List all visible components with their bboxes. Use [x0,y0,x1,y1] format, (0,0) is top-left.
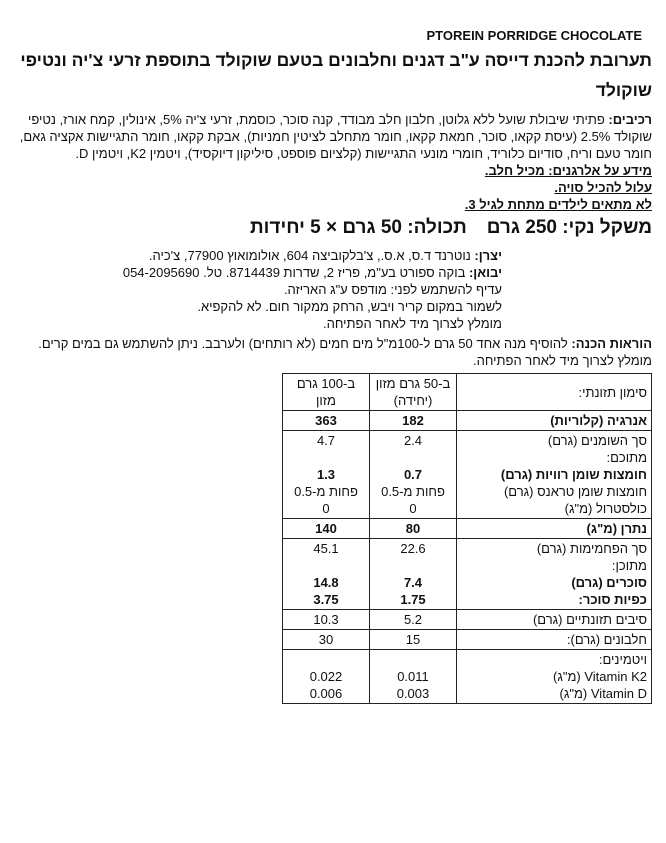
vitamin-d-label: Vitamin D (מ"ג) [559,686,647,701]
preparation-after: מומלץ לצרוך מיד לאחר הפתיחה. [473,353,652,368]
fat-100-values [283,431,370,519]
table-row [283,431,652,519]
fiber-unit: 5.2 [370,610,457,630]
vitamin-k2-label: Vitamin K2 (מ"ג) [553,669,647,684]
ingredients-text: פתיתי שיבולת שועל ללא גלוטן, חלבון חלב מבודד, קנה סוכר, כוסמת, זרעי צ'יה 5%, אינולין, קמח אורז, נטיפי שוקולד 2.5% (עיסת קקאו, סוכר, חמאת קקאו, חומר מתחלב לציטין חמניות), אבקת קקאו, חומר התגיישות אקציה גאם, חומר טעם וריח, סודיום כלוריד, חומרי מונעי התגיישות (קלציום פוספט, סיליקון דיוקסיד), ויטמין K2, ויטמין D. [19,112,652,161]
preparation-text: להוסיף מנה אחד 50 גרם ל-100מ"ל מים חמים (לא רותחים) ולערבב. ניתן להשתמש גם במים קרים. [38,336,572,351]
energy-label: אנרגיה (קלוריות) [457,411,652,431]
fat-sat-100: 1.3 [316,467,336,482]
energy-unit: 182 [370,411,457,431]
sugar-unit: 7.4 [403,575,423,590]
vitamins-100-values [283,650,370,704]
table-row [283,519,652,539]
nutrition-table [282,373,652,704]
fat-trans-unit: פחות מ-0.5 [381,484,445,499]
storage-note: לשמור במקום קריר ויבש, הרחק ממקור חום. לא להקפיא. [197,299,502,314]
vitamin-d-100: 0.006 [309,686,343,701]
producer [14,247,652,264]
carbs-100-values [283,539,370,610]
sodium-label: נתרן (מ"ג) [457,519,652,539]
table-row [283,539,652,610]
vitamins-labels [457,650,652,704]
vitamins-label: ויטמינים: [598,652,647,667]
fat-chol-unit: 0 [409,501,417,516]
allergens [14,162,652,213]
table-row [283,610,652,630]
vitamin-k2-unit: 0.011 [397,669,429,684]
carbs-total-unit: 22.6 [400,541,426,556]
fat-chol-label: כולסטרול (מ"ג) [564,501,647,516]
sodium-unit: 80 [370,519,457,539]
fat-unit-values [370,431,457,519]
vitamin-k2-100: 0.022 [309,669,343,684]
allergen-line-2: עלול להכיל סויה. [554,180,652,195]
fat-of-label: מתוכם: [606,450,647,465]
fiber-100: 10.3 [283,610,370,630]
importer [14,264,652,281]
table-row [283,630,652,650]
allergen-line-1: מידע על אלרגנים: מכיל חלב. [484,163,652,178]
protein-unit: 15 [370,630,457,650]
energy-100: 363 [283,411,370,431]
preparation [14,335,652,352]
sugar-spoons-100: 3.75 [313,592,339,607]
vitamin-d-unit: 0.003 [396,686,430,701]
fat-trans-label: חומצות שומן טראנס (גרם) [503,484,647,499]
fat-total-100: 4.7 [316,433,336,448]
table-row [283,374,652,411]
carbs-total-label: סך הפחמימות (גרם) [536,541,647,556]
net-weight-line [14,215,652,241]
carbs-of-label: מתוכן: [611,558,647,573]
best-before: עדיף להשתמש לפני: מודפס ע"ג האריזה. [283,282,502,297]
nutrition-header-label: סימון תזונתי: [457,374,652,411]
nutrition-header-100: ב-100 גרם מזון [283,374,370,411]
fat-total-unit: 2.4 [403,433,423,448]
table-row [283,411,652,431]
product-title: תערובת להכנת דייסה ע"ב דגנים וחלבונים בטעם שוקולד בתוספת זרעי צ'יה ונטיפי שוקולד [20,50,652,100]
ingredients [14,111,652,162]
carbs-unit-values [370,539,457,610]
protein-100: 30 [283,630,370,650]
sugar-spoons-label: כפיות סוכר: [578,592,647,607]
fat-sat-label: חומצות שומן רוויות (גרם) [500,467,647,482]
fiber-label: סיבים תזונתיים (גרם) [457,610,652,630]
consume-note: מומלץ לצרוך מיד לאחר הפתיחה. [323,316,502,331]
ingredients-label: רכיבים: [608,112,652,127]
protein-label: חלבונים (גרם): [457,630,652,650]
net-weight: משקל נקי: 250 גרם [486,217,652,238]
importer-label: יבואן: [468,265,502,280]
preparation-label: הוראות הכנה: [571,336,652,351]
nutrition-header-unit: ב-50 גרם מזון (יחידה) [370,374,457,411]
fat-labels [457,431,652,519]
importer-text: בוקה ספורט בע"מ, פריז 2, שדרות 8714439. טל. 054-2095690 [122,265,469,280]
allergen-line-3: לא מתאים לילדים מתחת לגיל 3. [464,197,652,212]
sugar-100: 14.8 [313,575,339,590]
fat-trans-100: פחות מ-0.5 [294,484,358,499]
nutrition-wrapper [14,373,652,704]
carbs-labels [457,539,652,610]
carbs-total-100: 45.1 [313,541,339,556]
sodium-100: 140 [283,519,370,539]
fat-sat-unit: 0.7 [403,467,423,482]
fat-chol-100: 0 [322,501,330,516]
sugar-label: סוכרים (גרם) [571,575,647,590]
producer-text: נוטרנד ד.ס, א.ס., צ'בלקוביצה 604, אולומואוץ 77900, צ'כיה. [148,248,475,263]
brand-name: PTOREIN PORRIDGE CHOCOLATE [426,28,642,43]
producer-label: יצרן: [474,248,502,263]
table-row [283,650,652,704]
sugar-spoons-unit: 1.75 [400,592,426,607]
fat-total-label: סך השומנים (גרם) [547,433,647,448]
vitamins-unit-values [370,650,457,704]
net-contents: תכולה: 50 גרם × 5 יחידות [250,217,467,238]
